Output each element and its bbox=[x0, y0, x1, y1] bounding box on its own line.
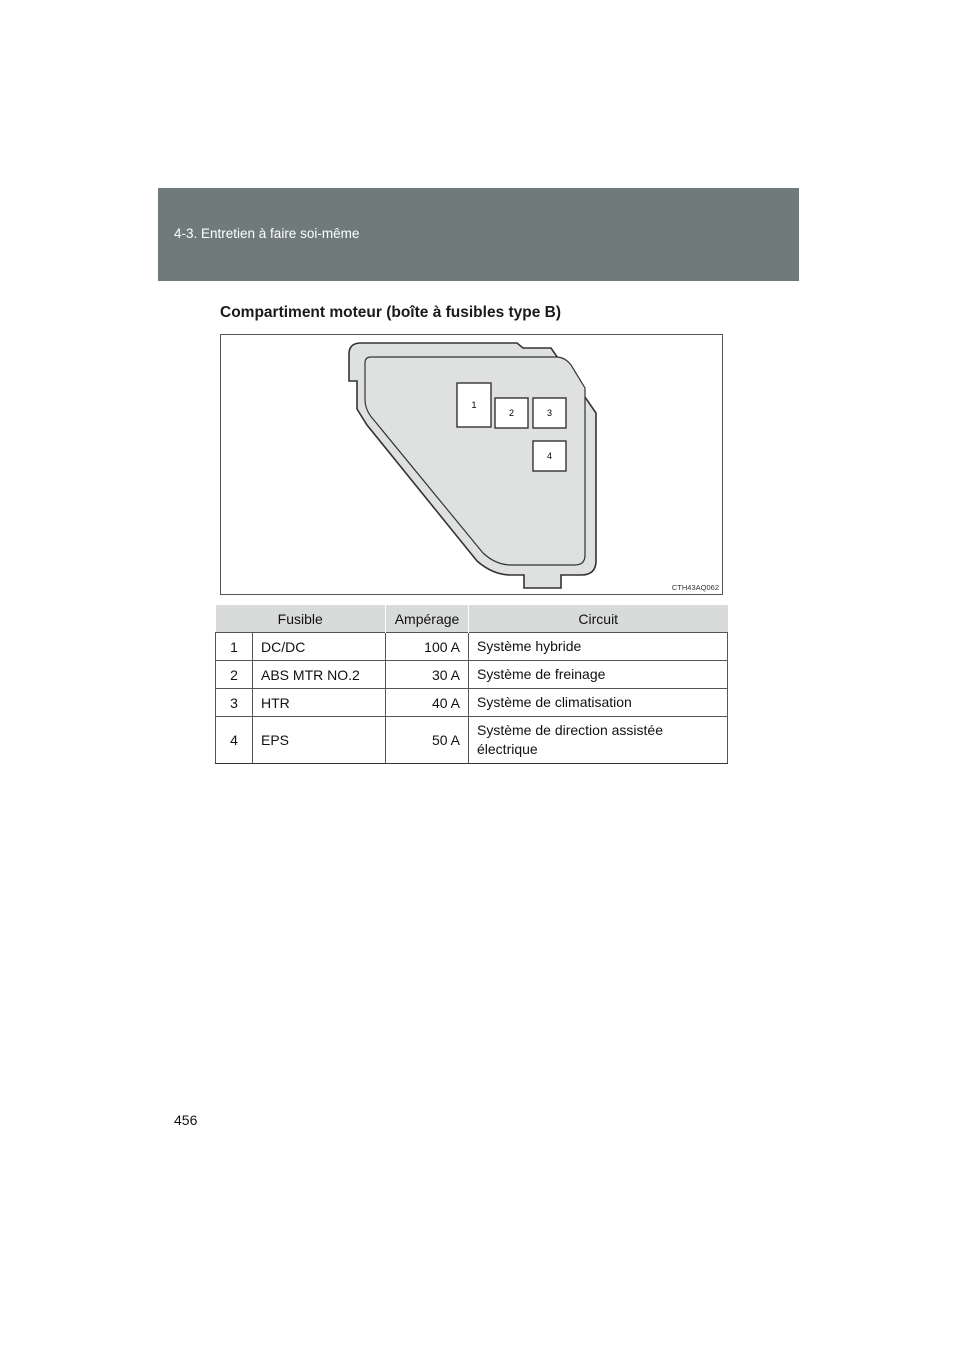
fuse-name: HTR bbox=[253, 689, 386, 717]
fuse-table bbox=[215, 605, 728, 764]
table-row bbox=[216, 661, 728, 689]
fuse-amperage: 100 A bbox=[386, 633, 469, 661]
fuse-number: 2 bbox=[216, 661, 253, 689]
header-circuit: Circuit bbox=[469, 605, 728, 633]
page-number: 456 bbox=[174, 1112, 198, 1128]
fuse-name: ABS MTR NO.2 bbox=[253, 661, 386, 689]
header-fusible: Fusible bbox=[216, 605, 386, 633]
fuse-circuit: Système de climatisation bbox=[469, 689, 728, 717]
fuse-2 bbox=[495, 398, 528, 428]
header-amperage: Ampérage bbox=[386, 605, 469, 633]
fuse-name: DC/DC bbox=[253, 633, 386, 661]
fuse-2-label: 2 bbox=[508, 408, 515, 418]
table-row bbox=[216, 717, 728, 764]
fuse-box-figure bbox=[220, 334, 723, 595]
fuse-1-label: 1 bbox=[471, 400, 477, 410]
fuse-number: 3 bbox=[216, 689, 253, 717]
fuse-number: 4 bbox=[216, 717, 253, 764]
fuse-circuit: Système de direction assistée électrique bbox=[469, 717, 728, 764]
table-row bbox=[216, 689, 728, 717]
fuse-box-diagram bbox=[221, 335, 724, 596]
section-header: 4-3. Entretien à faire soi-même bbox=[174, 226, 360, 241]
fuse-4 bbox=[533, 441, 566, 471]
fuse-amperage: 40 A bbox=[386, 689, 469, 717]
figure-code: CTH43AQ062 bbox=[671, 583, 719, 592]
page-title: Compartiment moteur (boîte à fusibles type B) bbox=[220, 304, 562, 321]
fuse-1 bbox=[457, 383, 491, 427]
fuse-amperage: 30 A bbox=[386, 661, 469, 689]
fuse-3-label: 3 bbox=[546, 408, 553, 418]
fuse-circuit: Système de freinage bbox=[469, 661, 728, 689]
fuse-4-label: 4 bbox=[546, 451, 553, 461]
fuse-number: 1 bbox=[216, 633, 253, 661]
fuse-3 bbox=[533, 398, 566, 428]
fuse-name: EPS bbox=[253, 717, 386, 764]
table-row bbox=[216, 633, 728, 661]
fuse-amperage: 50 A bbox=[386, 717, 469, 764]
fuse-table-header bbox=[216, 605, 728, 633]
fuse-circuit: Système hybride bbox=[469, 633, 728, 661]
